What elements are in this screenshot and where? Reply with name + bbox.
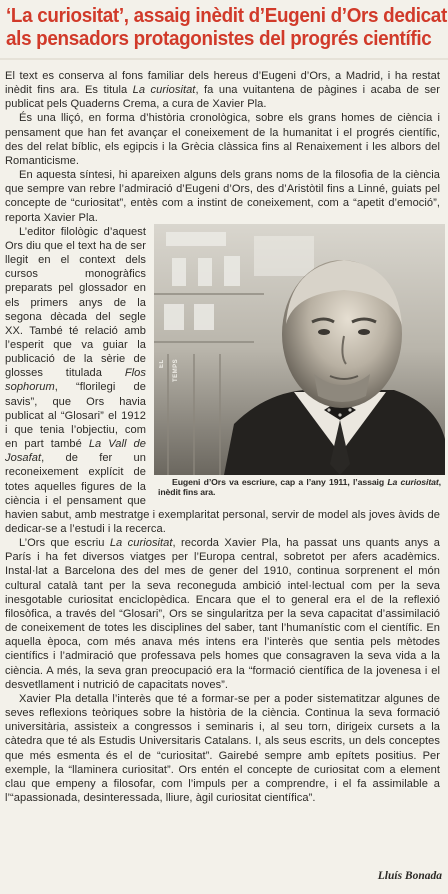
article-body <box>5 69 440 805</box>
text-run: , “florilegi de savis”, que Ors havia publicat al “Glosari” el 1912 i que tenia l’objectiu, com en part també <box>5 381 146 451</box>
italic-title: Flos sophorum <box>5 367 146 394</box>
photo-caption-end: , inèdit fins ara. <box>158 476 441 497</box>
photo-caption-start: Eugeni d’Ors va escriure, cap a l’any 1911, l’assaig <box>172 476 388 487</box>
text-run: El text es conserva al fons familiar dels hereus d’Eugeni d’Ors, a Madrid, i ha restat inèdit fins ara. Es titula <box>5 70 440 97</box>
text-run: , de fer un reconeixement explícit de totes aquelles figures de la ciència i el pensament que havien sabut, amb mestratge i exemplaritat personal, servir de model als joves àvids de dedicar-se a l’estudi i la recerca. <box>5 452 440 535</box>
paragraph-4 <box>5 225 440 536</box>
paragraph-1 <box>5 69 440 111</box>
text-run: L’Ors que escriu <box>19 537 110 550</box>
italic-title: La Vall de Josafat <box>5 438 146 465</box>
photo-caption-title: La curiositat <box>387 476 439 487</box>
headline-line-2: als pensadors protagonistes del progrés científic <box>6 27 432 50</box>
italic-title: La curiositat <box>132 84 196 97</box>
italic-title: La curiositat <box>109 537 173 550</box>
author-signature: Lluís Bonada <box>377 870 442 882</box>
paragraph-2 <box>5 111 440 168</box>
paragraph-6 <box>5 692 440 805</box>
text-run: L’editor filològic d’aquest Ors diu que el text ha de ser llegit en el context dels cursos monogràfics preparats pel glossador en els primers anys de la segona dècada del segle XX. També té relació amb l’esperit que va guiar la publicació de la sèrie de glosses titulada <box>5 225 146 380</box>
text-run: , recorda Xavier Pla, ha passat uns quants anys a París i ha fet diversos viatges per l’Europa central, sobretot per afers acadèmics. Instal·lat a Barcelona des del mes de gener del 1910, continua sorprenent el món cultural català tant per la seva reconeguda ambició intel·lectual com per la seva inesgotable curiositat enciclopèdica. Encara que el to general era el de la reflexió filosòfica, a través del “Glosari”, Ors se singularitza per la seva capacitat d’assimilació de coneixement de totes les disciplines del saber, tant l’humanístic com el científic. En aquella època, com més anava més intens era l’interès que sentia pels mètodes científics i l’admiració que professava pels homes que consagraven la seva vida a la ciència. A més, la seva gran preocupació era la “formació científica de la jovenesa i el desvetllament i nutrició de capacitats noves”. <box>5 537 441 691</box>
headline-divider <box>0 58 448 60</box>
portrait-photo <box>154 224 445 497</box>
paragraph-5-text <box>5 537 440 691</box>
text-run: En aquesta síntesi, hi apareixen alguns dels grans noms de la filosofia de la ciència que sempre van rebre l’admiració d’Eugeni d’Ors, des d’Aristòtil fins a Linné, guiats pel concepte de “curiositat”, entès com a instint de coneixement, com a “apetit d’emoció”, reporta Xavier Pla. <box>5 169 440 224</box>
portrait-image <box>154 224 445 475</box>
headline-line-1: ‘La curiositat’, assaig inèdit d’Eugeni d’Ors dedicat <box>6 4 447 27</box>
photo-credit: EL TEMPS <box>159 358 180 382</box>
text-run: És una lliçó, en forma d’història cronològica, sobre els grans homes de ciència i pensament que han fet avançar el coneixement de la humanitat i el progrés científic, des del relat bíblic, els egipcis i la Grècia clàssica fins al Renaixement i les albors del Romanticisme. <box>5 112 440 167</box>
text-run: Xavier Pla detalla l’interès que té a formar-se per a poder sistematitzar algunes de seves reflexions teòriques sobre la història de la ciència. Continua la seva formació universitària, assisteix a congressos i seminaris i, al seu torn, dirigeix cursets a la càtedra que té als Estudis Universitaris Catalans. I, als seus escrits, un dels conceptes que més esmenta és el de “curiositat”. Gairebé sempre amb epítets positius. Per exemple, la “llaminera curiositat”. Ors entén el concepte de curiositat com a element clau que empeny a filosofar, com l’impuls per a comprendre, i el fa assimilable a l’“apassionada, desinteressada, lliure, àgil curiositat científica”. <box>5 692 440 804</box>
text-run: , fa una vuitantena de pàgines i acaba de ser publicat pels Quaderns Crema, a cura de Xavier Pla. <box>5 84 441 111</box>
headline <box>6 4 447 50</box>
paragraph-3 <box>5 168 440 225</box>
paragraph-5 <box>5 536 440 692</box>
photo-caption <box>154 475 445 497</box>
